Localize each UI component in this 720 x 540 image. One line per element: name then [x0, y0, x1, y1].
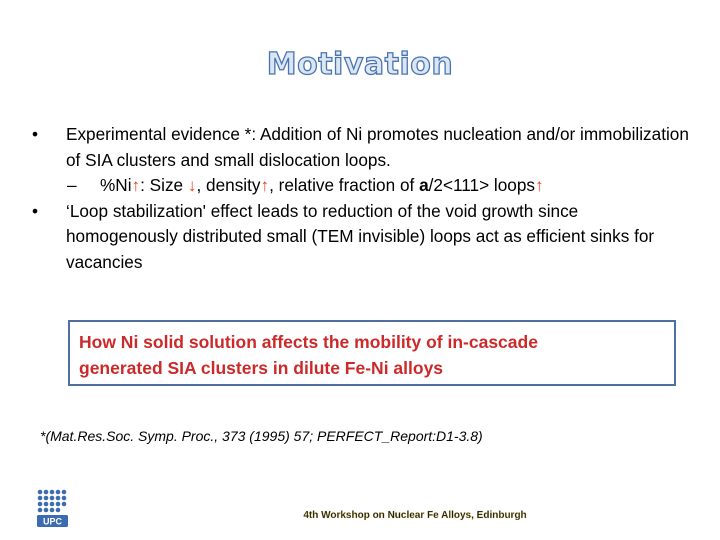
sub-bullet-ni-effects: [32, 173, 692, 199]
sub-text-part6: /2<111> loops: [428, 175, 536, 195]
research-question-line1: How Ni solid solution affects the mobility of in-cascade: [79, 332, 538, 352]
up-arrow-icon: ↑: [260, 175, 270, 195]
sub-text-part4: , relative fraction of: [269, 175, 420, 195]
bullet-item-loop-stabilization: [32, 199, 692, 276]
sub-text-part1: %Ni: [100, 175, 132, 195]
bullet-text-loop-stabilization: ‘Loop stabilization' effect leads to reduction of the void growth since homogenously distributed small (TEM invisible) loops act as efficient sinks for vacancies: [66, 200, 655, 272]
slide-title: Motivation: [266, 47, 454, 82]
sub-text-part2: : Size: [140, 175, 188, 195]
upc-logo-icon: [36, 488, 70, 528]
reference-note: *(Mat.Res.Soc. Symp. Proc., 373 (1995) 57; PERFECT_Report:D1-3.8): [40, 428, 483, 444]
up-arrow-icon: ↑: [131, 175, 141, 195]
sub-text-part5: a: [419, 175, 429, 195]
bullet-marker: •: [32, 124, 39, 144]
bullet-marker: •: [32, 200, 39, 221]
upc-logo-text: UPC: [42, 516, 63, 527]
research-question-box: [68, 320, 676, 386]
footer-event: 4th Workshop on Nuclear Fe Alloys, Edinburgh: [303, 510, 527, 521]
up-arrow-icon: ↑: [535, 175, 544, 195]
bullet-text-evidence: Experimental evidence *: Addition of Ni promotes nucleation and/or immobilization of SIA clusters and small dislocation loops.: [66, 124, 689, 170]
research-question-line2: generated SIA clusters in dilute Fe-Ni alloys: [79, 358, 444, 378]
sub-bullet-dash: –: [67, 175, 77, 195]
bullet-item-evidence: [32, 122, 692, 173]
down-arrow-icon: ↓: [187, 175, 197, 195]
bullet-list: [32, 122, 692, 275]
sub-text-part3: , density: [196, 175, 261, 195]
